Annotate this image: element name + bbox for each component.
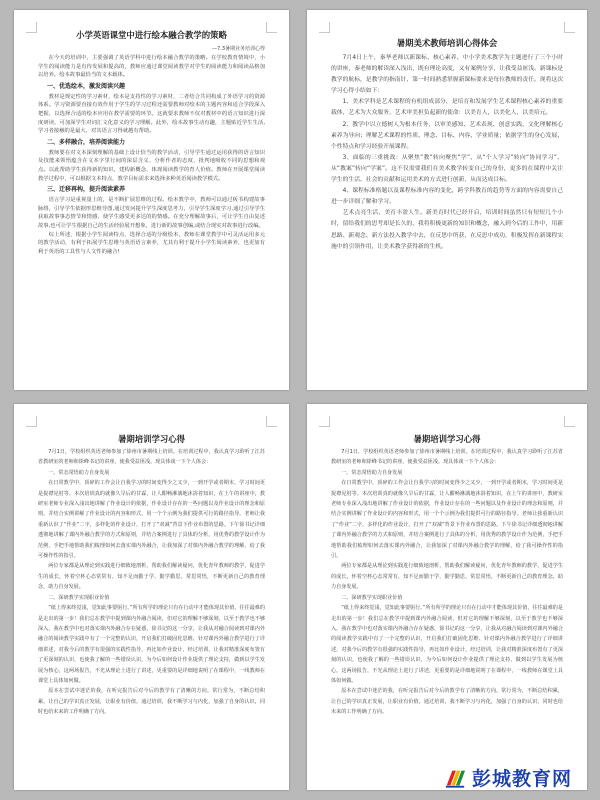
page-2-content — [331, 38, 563, 253]
page-corner-mark — [26, 22, 37, 33]
paragraph: 在日常教学中，顶碎的工作会让自我学习的时间变得少之又少，一到开学或者期末，学习时间更是捉襟见肘等。本次培训真的就像久旱后的甘霖，让人酣畅淋漓地沐浴着知识，在上午的讲座中，教研室老师专业深入浅出地讲解了作业设计的依据，作业设计存在的一些问题以及作业设计的理念和原则，并结合实例讲解了作业设计的内容和形式，用一个个示例为我们提供可行的路径指导。老师让我重新认识了“作业”二字，多样化的作业设计，打开了“双减”背景下作业布置的思路。下午徐书记详细透彻地讲解了课内外融合教学的方式和原则，并结合案例进行了具体的分析，用优秀的教学设计作为范例，手把手地帮助我们梳理如何去落实课内外融合，让我加深了对课内外融合教学的理解，给了我可操作性的指引。 — [38, 480, 265, 560]
paragraph: 综上所述，根据小学生阅读特点，选择合适的分级绘本，教师在课堂教学中可灵活运用多元的教学活动，有利于拓展学生思维与英语语言素养，尤其有利于提升小学生阅读素养，也更加有利于英语的工具性与人文性的融合! — [38, 231, 265, 255]
page-3-content — [38, 434, 265, 718]
page-4-title: 暑期培训学习心得 — [413, 434, 481, 444]
page-corner-mark — [319, 416, 330, 427]
section-heading: 三、迁移再构，提升阅读素养 — [47, 186, 126, 194]
section-heading: 二、深研教学实现职业价值 — [48, 594, 110, 601]
paragraph: 7月1日，学校组织英语老师参加了徐州市暑期线上培训。在培训过程中，我认真学习聆听了江苏省教研室的老师和徐峰书记的讲座，使我受益匪浅。现具体谈一下个人体会： — [331, 449, 563, 466]
paragraph: 两位专家都是从理论到实践进行细致地剖析，帮助我们解读疑问，优化青年教师的教学，促进学生的成长，怀着空杯心态常常有，知不足而勤于学，勤学勤思，常思常悟，不断更新自己的教育理念，助力自身发展。 — [38, 563, 265, 591]
page-2-title: 暑期美术教师培训心得体会 — [396, 38, 498, 48]
paragraph: 两位专家都是从理论到实践进行细致地剖析，帮助我们解读疑问，优化青年教师的教学，促进学生的成长，怀着空杯心态常常有，知不足而勤于学，勤学勤思，常思常悟，不断更新自己的教育理念，助力自身发展。 — [331, 563, 563, 591]
paragraph: “纸上得来终觉浅，觉知此事要躬行。”所有所学的理论只有在行动中才能体现其价值，往往最难的是走出的第一步！我们总在教学中提到课内外融合阅读，但对它的理解不够深刻，以至于教学也不够深入，我在教学中也对落实课内外融合存在疑惑，徐书记的这一分享，让我从对融合阅读到对课内外融合的阅读教学实践中有了一个完整的认识，开启我们打破固化思维、针对课内外融合教学进行了详细讲述，对我今后的教学有很强的实践性指导，再比如作业设计，经过培训，让我对精准深度布置有了更深刻的认识，也使我了解的一些错误认识，为今后如何设计作业提供了理论支持，做到以学生发展为核心，这两场报告，不光从理论上进行了讲述，更重要的是详细地说明了在课程中，一线教师在课堂上具体如何做。 — [331, 605, 563, 684]
paragraph: 原本在尝试中迷茫的我，在听完报告后对今后的教学有了清晰的方向。常行常为，不断总结积累，让自己的学识真正发展，让职业有价值。通过培训，我不断学习与内化，加强了自身的认识，同时也给未来的工作明确了方向。 — [331, 688, 563, 716]
paragraph: 教师要在对文本深刻理解的基础上设计恰当的教学活动，引导学生通过运用获得的语言知识及技能来领悟蕴含在文本字里行间的深层含义、分析作者的态度、批判地吸收不同的思想和观点。以此帮助学生获得新的知识，建构新概念、体现阅读教学的育人价值。教师在开展课堂阅读教学过程中，可以根据文本特点，教学目标需求来选择多种英语阅读教学模式。 — [38, 149, 265, 182]
page-4-content — [331, 434, 563, 718]
page-1-subtitle: —7.3暑期业务培训心得 — [212, 46, 265, 52]
section-heading: 一、常态常悟助力自身发展 — [341, 469, 403, 476]
paragraph: 在日常教学中，顶碎的工作会让自我学习的时间变得少之又少，一到开学或者期末，学习时间更是捉襟见肘等。本次培训真的就像久旱后的甘霖，让人酣畅淋漓地沐浴着知识，在上午的讲座中，教研室老师专业深入浅出地讲解了作业设计的依据，作业设计存在的一些问题以及作业设计的理念和原则，并结合实例讲解了作业设计的内容和形式，用一个个示例为我们提供可行的路径指导。老师让我重新认识了“作业”二字，多样化的作业设计，打开了“双减”背景下作业布置的思路。下午徐书记详细透彻地讲解了课内外融合教学的方式和原则，并结合案例进行了具体的分析，用优秀的教学设计作为范例，手把手地帮助我们梳理如何去落实课内外融合，让我加深了对课内外融合教学的理解，给了我可操作性的指引。 — [331, 480, 563, 560]
paragraph: 2、教学中以立德树人为根本任务，以审美感知、艺术表现、创意实践、文化理解核心素养为导向；理解艺术课程的性质、理念、目标、内容、学业质量；依据学生的身心发展、个性特点和学习经验开展课程。 — [331, 121, 563, 150]
section-heading: 一、优选绘本，激发阅读兴趣 — [47, 82, 126, 90]
document-page-2 — [307, 10, 587, 390]
page-3-title: 暑期培训学习心得 — [118, 434, 185, 444]
paragraph: 教材是规定性的学习素材，绘本是支持性的学习素材，二者结合共同构成了外语学习的资源体系。学习资源要直接有效作用于学生的学习过程还需要教师对绘本的主题内容和适合学段深入把握，以选择合适的绘本应用在教学需要的环节。这就要求教师不仅对教材中的语言知识进行深度研读，可加深学生对词汇文化意义的学习理解。此外，绘本故事生动有趣，主题贴近学生生活,学习者接触的是最大、对其语言习得就越有帮助。 — [38, 93, 265, 135]
section-heading: 二、深研教学实现职业价值 — [341, 594, 403, 601]
paragraph: 在今天的培训中，主要强调了英语学科中进行绘本融合教学的策略。在学校教育情境中，小学生的阅读能力是有待发展和提高的，教师应通过课堂阅读教学对学生的阅读能力和阅读品格加以培养。绘本故事最恰当的文本载体。 — [38, 55, 265, 79]
paragraph: 语言学习是重视量上的，是不断扩展思维的过程。绘本教学中，教师可以通过板书构建故事脉络，引导学生依据形思维导图,通过发问提升学生深度思考力，引导学生深度学习,通过引导学生获取故事事态情节和情感，使学生感受更多达的的情感。在充分理解故事后，可让学生自由复述故事,也可让学生根据自己的生活经验展开想象，进行新的故事创编,或结合现实对故事进行改编。 — [38, 197, 265, 229]
document-page-1 — [14, 10, 289, 390]
page-corner-mark — [564, 22, 575, 33]
paragraph: 原本在尝试中迷茫的我，在听完报告后对今后的教学有了清晰的方向。常行常为，不断总结积累，让自己的学识真正发展，让职业有价值。通过培训，我不断学习与内化，加强了自身的认识，同时也给未来的工作明确了方向。 — [38, 688, 265, 716]
section-heading: 一、常态常悟助力自身发展 — [48, 469, 110, 476]
page-corner-mark — [319, 22, 330, 33]
site-watermark — [444, 764, 572, 791]
page-1-content — [38, 30, 265, 256]
page-1-title: 小学英语课堂中进行绘本融合教学的策略 — [76, 30, 227, 40]
document-page-3 — [14, 404, 289, 790]
pencil-logo-icon — [444, 767, 466, 789]
document-page-4 — [307, 404, 587, 790]
paragraph: “纸上得来终觉浅，觉知此事要躬行。”所有所学的理论只有在行动中才能体现其价值，往往最难的是走出的第一步！我们总在教学中提到课内外融合阅读，但对它的理解不够深刻，以至于教学也不够深入，我在教学中也对落实课内外融合存在疑惑，徐书记的这一分享，让我从对融合阅读到对课内外融合的阅读教学实践中有了一个完整的认识，开启我们打破固化思维、针对课内外融合教学进行了详细讲述，对我今后的教学有很强的实践性指导，再比如作业设计，经过培训，让我对精准深度布置有了更深刻的认识，也使我了解的一些错误认识，为今后如何设计作业提供了理论支持，做到以学生发展为核心，这两场报告，不光从理论上进行了讲述，更重要的是详细地说明了在课程中，一线教师在课堂上具体如何做。 — [38, 605, 265, 684]
paragraph: 3、面临的三重挑战：从聚焦“教”转向聚焦“学”、从“个人学习”转向“协同学习”、从“教案”转向“学案”。这不仅需要我们在美术教学转变自己的身份，更多的在课程中关注学生的生活、社会的贡献和运用美术的方式进行创新，从而达成目标。 — [331, 154, 563, 184]
watermark-text: 彭城教育网 — [471, 768, 572, 790]
paragraph: 1、美术学科是艺术课程的有机组成部分，是培育和发展学生艺术课程核心素养的重要载体，艺术为大众服务，艺术审美担负起新的使命：以美育人，以美化人，以美培元。 — [331, 99, 563, 117]
paragraph: 4、课程标准格题以及课程标准内容的变化，跨学科教育的趋势等方面的内容需要自己进一步详细了解和学习。 — [331, 188, 563, 206]
page-corner-mark — [266, 22, 277, 33]
paragraph: 7月4日上午，秦华老师以新课标、核心素养、中小学美术教学为主题进行了三个小时的讲座，秦老师的解读深入浅出，既有理论高度，又有案例分享，让我受益匪浅。新课标是教学的航标，是教学的指南针，第一时间熟悉掌握新课标要求是每位教师的责任。现将这次学习心得小结如下： — [331, 55, 563, 95]
page-corner-mark — [564, 416, 575, 427]
page-corner-mark — [26, 416, 37, 427]
paragraph: 7月1日，学校组织英语老师参加了徐州市暑期线上培训。在培训过程中，我认真学习聆听了江苏省教研室的老师和徐峰书记的讲座，使我受益匪浅。现具体谈一下个人体会： — [38, 449, 265, 466]
section-heading: 二、多样融合，培养阅读能力 — [47, 138, 126, 146]
page-corner-mark — [266, 416, 277, 427]
paragraph: 艺术点亮生活，美育丰盈人生。新美育时代已经开启，培训时间虽然只有短短几个小时，留给我们的思考却是长久的，我将积极更新的知识和概念，融入到今后的工作中，用新思路、新观念、新方法投入教学中去，在反思中所获，在反思中成功，积极发挥在新课程实施中的引领作用，让美术教学获得新的生机。 — [331, 210, 563, 250]
